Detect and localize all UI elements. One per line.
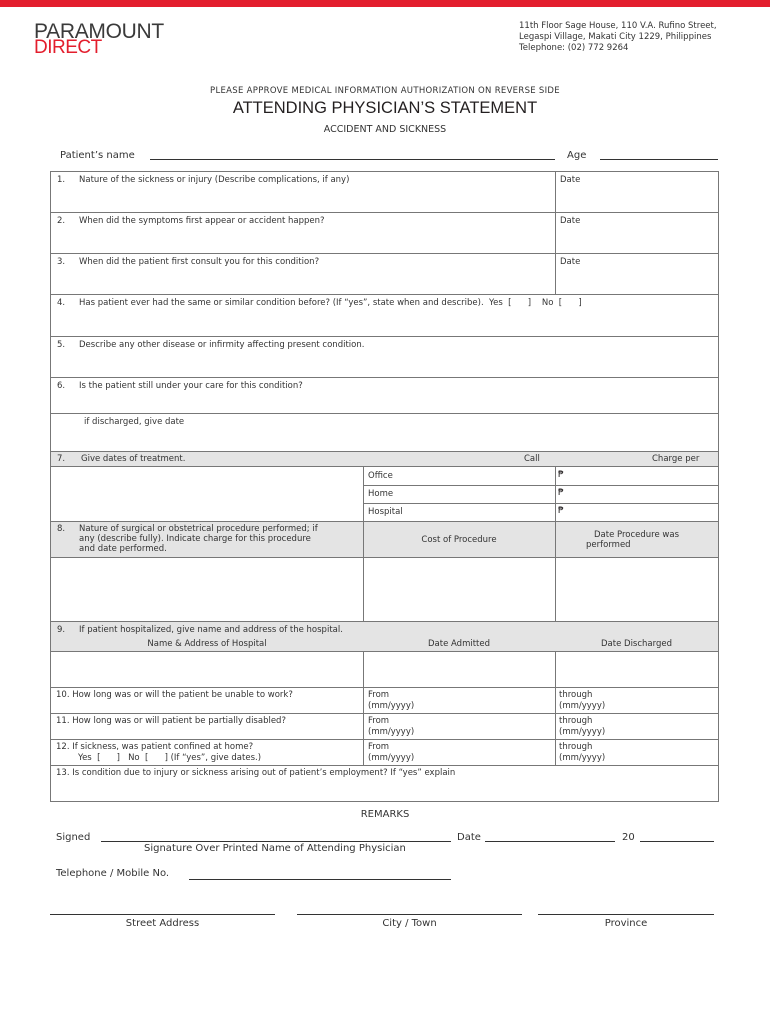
city-label: City / Town [382,918,437,929]
signature-caption: Signature Over Printed Name of Attending Physician [144,843,406,854]
mmyyyy-label: (mm/yyyy) [559,753,606,763]
q5-text: Describe any other disease or infirmity affecting present condition. [79,340,365,350]
q2-date-label: Date [560,216,581,226]
mmyyyy-label: (mm/yyyy) [368,753,415,763]
q6-number: 6. [57,381,66,391]
call-column-divider [363,466,364,521]
year-field[interactable] [640,841,714,842]
q8-date-line: Date Procedure was [593,530,680,540]
q9-text: If patient hospitalized, give name and address of the hospital. [79,625,343,635]
province-label: Province [604,918,648,929]
q12-line-2: Yes [ ] No [ ] (If “yes”, give dates.) [78,753,262,763]
q8-cost-label: Cost of Procedure [421,535,497,545]
q7-row-hospital: Hospital [368,507,403,517]
row-divider [51,466,718,467]
q1-text: Nature of the sickness or injury (Describe complications, if any) [79,175,350,185]
company-address [519,21,717,54]
q7-call-label: Call [524,454,540,464]
city-field[interactable] [297,914,522,915]
row-divider [51,212,718,213]
year-label: 20 [622,832,635,843]
address-line-1: 11th Floor Sage House, 110 V.A. Rufino Street, [519,21,717,31]
row-divider [51,739,718,740]
q6-text: Is the patient still under your care for this condition? [79,381,303,391]
row-divider [51,557,718,558]
logo-direct: DIRECT [34,37,102,58]
from-label: From [368,742,390,752]
patient-name-label: Patient’s name [60,150,135,161]
street-address-field[interactable] [50,914,275,915]
q5-number: 5. [57,340,66,350]
q9-number: 9. [57,625,66,635]
form-subtitle: ACCIDENT AND SICKNESS [323,124,447,135]
age-label: Age [567,150,587,161]
signature-field[interactable] [101,841,451,842]
q12-line-1: 12. If sickness, was patient confined at home? [56,742,254,752]
row-divider [51,413,718,414]
q4-number: 4. [57,298,66,308]
row-divider [51,621,718,622]
date-column-divider [555,172,556,294]
q7-number: 7. [57,454,66,464]
row-divider [51,651,718,652]
row-divider [51,713,718,714]
mmyyyy-label: (mm/yyyy) [368,701,415,711]
q7-row-home: Home [368,489,394,499]
q3-number: 3. [57,257,66,267]
row-divider [51,687,718,688]
q6-discharge-text: if discharged, give date [84,417,185,427]
through-label: through [559,742,593,752]
q1-number: 1. [57,175,66,185]
mmyyyy-label: (mm/yyyy) [559,727,606,737]
row-divider [363,503,718,504]
signature-date-field[interactable] [485,841,615,842]
q8-text-line: Nature of surgical or obstetrical procedure performed; if [79,524,318,534]
mmyyyy-label: (mm/yyyy) [559,701,606,711]
peso-icon: ₱ [558,470,564,480]
discharged-column-divider [555,651,556,765]
street-address-label: Street Address [125,918,200,929]
q7-charge-label: Charge per [652,454,700,464]
logo-paramount: PARAMOUNT [34,20,164,43]
telephone-field[interactable] [189,879,451,880]
q8-text-line: and date performed. [79,544,167,554]
q7-row-office: Office [368,471,393,481]
row-divider [51,253,718,254]
q9-discharged-label: Date Discharged [601,639,672,649]
telephone-label: Telephone / Mobile No. [56,868,170,879]
q8-number: 8. [57,524,66,534]
q11-text: 11. How long was or will patient be partially disabled? [56,716,286,726]
q11-from [368,716,414,738]
through-label: through [559,690,593,700]
admitted-column-divider [363,651,364,765]
q8-date-line: performed [586,540,631,550]
row-divider [51,336,718,337]
from-label: From [368,690,390,700]
authorization-notice: PLEASE APPROVE MEDICAL INFORMATION AUTHORIZATION ON REVERSE SIDE [210,86,560,96]
q3-text: When did the patient first consult you for this condition? [79,257,320,267]
brand-bar [0,0,770,7]
row-divider [363,485,718,486]
q8-text-line: any (describe fully). Indicate charge for this procedure [79,534,311,544]
q9-hospital-label: Name & Address of Hospital [147,639,267,649]
q2-text: When did the symptoms first appear or accident happen? [79,216,325,226]
q8-text [79,524,318,554]
row-divider [51,294,718,295]
q9-admitted-label: Date Admitted [427,639,490,649]
patient-name-field[interactable] [150,159,555,160]
q7-text: Give dates of treatment. [81,454,186,464]
row-divider [51,451,718,452]
row-divider [51,521,718,522]
q13-text: 13. Is condition due to injury or sickness arising out of patient’s employment? If “yes” explain [56,768,456,778]
q1-date-label: Date [560,175,581,185]
q4-text: Has patient ever had the same or similar condition before? (If “yes”, state when and describe). Yes [ ] No [ ] [79,298,582,308]
q10-text: 10. How long was or will the patient be unable to work? [56,690,293,700]
form-title: ATTENDING PHYSICIAN’S STATEMENT [232,99,538,117]
q10-through [559,690,605,712]
q11-through [559,716,605,738]
remarks-heading: REMARKS [360,809,410,820]
from-label: From [368,716,390,726]
peso-icon: ₱ [558,506,564,516]
q10-from [368,690,414,712]
date-label: Date [457,832,481,843]
charge-column-divider [555,466,556,521]
peso-icon: ₱ [558,488,564,498]
q3-date-label: Date [560,257,581,267]
q12-through [559,742,605,764]
through-label: through [559,716,593,726]
address-line-2: Legaspi Village, Makati City 1229, Philippines [519,32,712,42]
address-line-3: Telephone: (02) 772 9264 [519,43,629,53]
q8-date-performed-label [555,530,718,550]
province-field[interactable] [538,914,714,915]
row-divider [51,377,718,378]
q12-from [368,742,414,764]
signed-label: Signed [56,832,91,843]
q12-text [56,742,261,764]
q2-number: 2. [57,216,66,226]
mmyyyy-label: (mm/yyyy) [368,727,415,737]
age-field[interactable] [600,159,718,160]
row-divider [51,765,718,766]
